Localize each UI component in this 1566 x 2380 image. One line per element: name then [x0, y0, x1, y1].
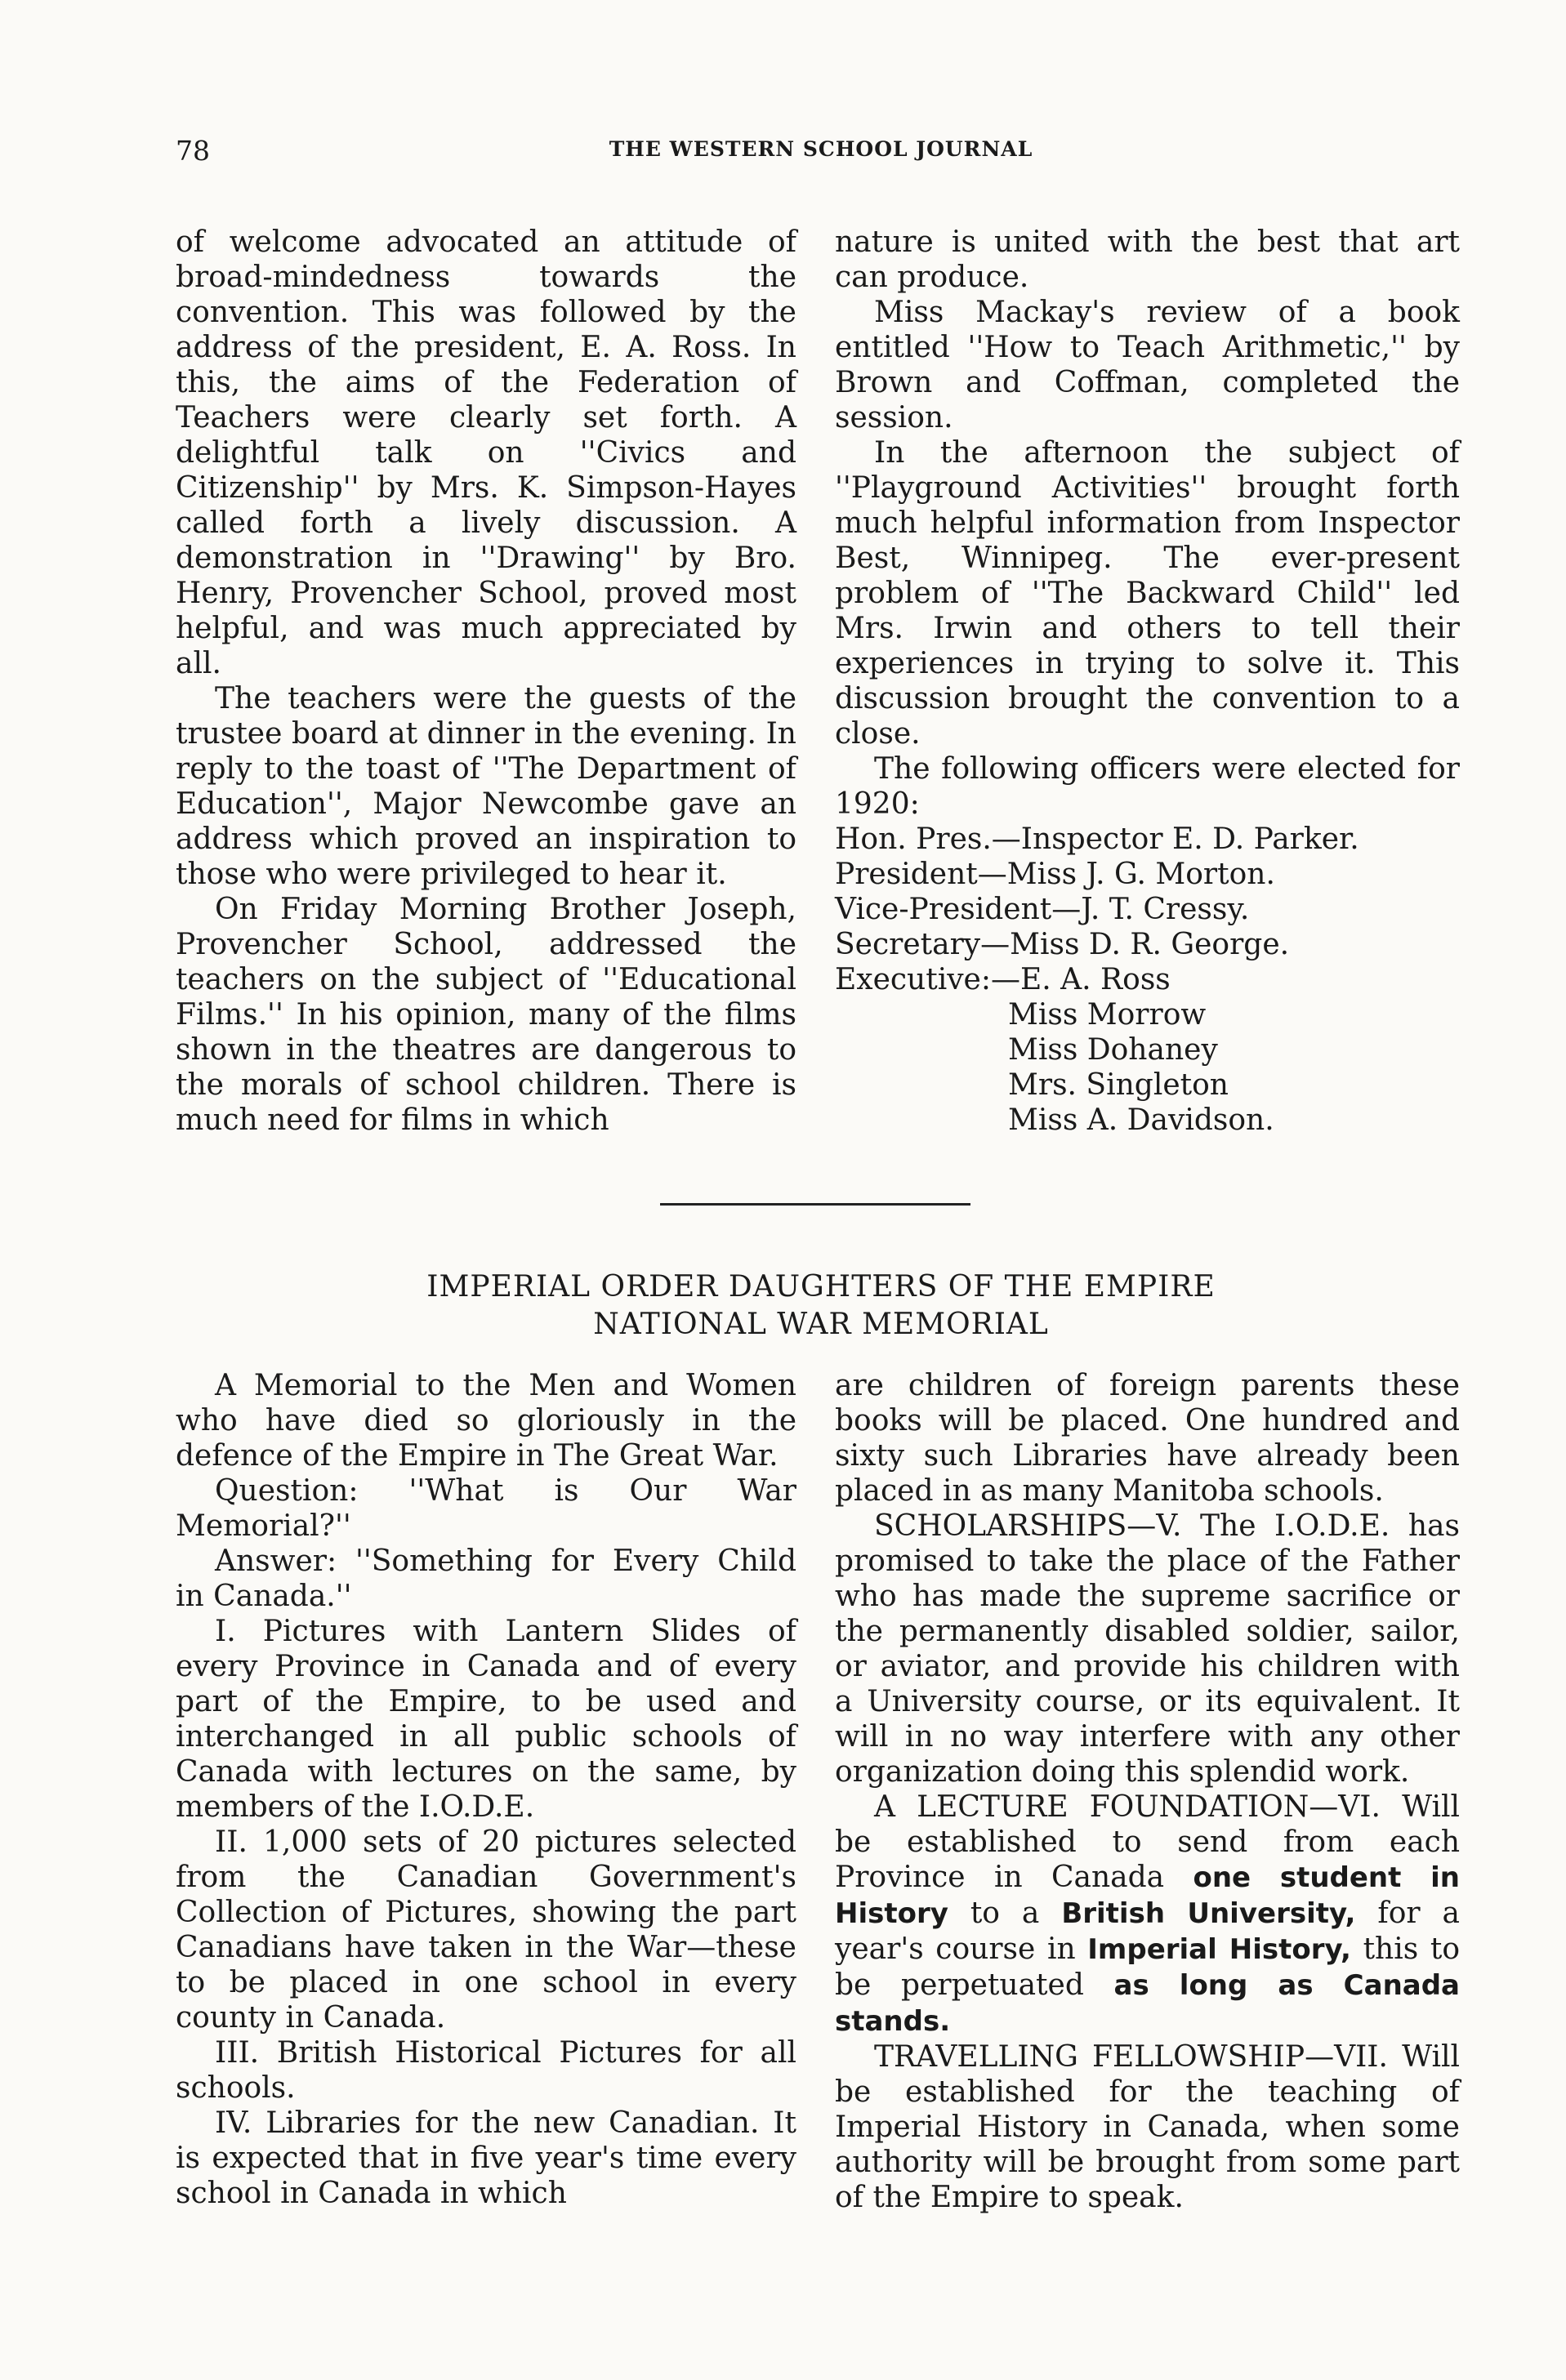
- section-title-line: NATIONAL WAR MEMORIAL: [593, 1308, 1049, 1341]
- paragraph: II. 1,000 sets of 20 pictures selected from the Canadian Government's Collection of Pictures, showing the part Canadians have taken in the War—these to be placed in one school in every county in Canada.: [176, 1825, 796, 2035]
- section-divider: [660, 1203, 970, 1206]
- officer-entry: President—Miss J. G. Morton.: [835, 858, 1275, 891]
- officers-list: [835, 822, 1460, 1138]
- memorial-left-column: [176, 1368, 796, 2211]
- officer-entry: Secretary—Miss D. R. George.: [835, 928, 1290, 961]
- paragraph: The following officers were elected for 1920:: [835, 752, 1460, 821]
- bold-text: Imperial History,: [1087, 1933, 1351, 1966]
- running-title: THE WESTERN SCHOOL JOURNAL: [609, 137, 1033, 161]
- paragraph: Question: ''What is Our War Memorial?'': [176, 1474, 796, 1543]
- paragraph: III. British Historical Pictures for all schools.: [176, 2036, 796, 2105]
- paragraph: A Memorial to the Men and Women who have died so gloriously in the defence of the Empire in The Great War.: [176, 1369, 796, 1473]
- lecture-foundation-paragraph: [835, 1789, 1460, 2039]
- executive-member: Miss Morrow: [1008, 998, 1207, 1032]
- paragraph: In the afternoon the subject of ''Playground Activities'' brought forth much helpful information from Inspector Best, Winnipeg. The ever-present problem of ''The Backward Child'' led Mrs. Irwin and others to tell their experiences in trying to solve it. This discussion brought the convention to a close.: [835, 436, 1460, 751]
- bold-text: as long as Canada stands.: [835, 1969, 1460, 2038]
- executive-member: Mrs. Singleton: [1008, 1068, 1229, 1102]
- paragraph: Miss Mackay's review of a book entitled ''How to Teach Arithmetic,'' by Brown and Coffman, completed the session.: [835, 296, 1460, 435]
- paragraph: IV. Libraries for the new Canadian. It is expected that in five year's time every school in Canada in which: [176, 2106, 796, 2210]
- paragraph: The teachers were the guests of the trustee board at dinner in the evening. In reply to the toast of ''The Department of Education'', Major Newcombe gave an address which proved an inspiration to those who were privileged to hear it.: [176, 682, 796, 891]
- text-run: to a: [948, 1896, 1062, 1930]
- memorial-right-column: [835, 1368, 1460, 2215]
- section-title: [176, 1268, 1466, 1344]
- convention-report-left-column: [176, 225, 796, 1138]
- section-title-line: IMPERIAL ORDER DAUGHTERS OF THE EMPIRE: [426, 1270, 1216, 1304]
- paragraph: Answer: ''Something for Every Child in Canada.'': [176, 1544, 796, 1613]
- paragraph: TRAVELLING FELLOWSHIP—VII. Will be established for the teaching of Imperial History in Canada, when some authority will be brought from some part of the Empire to speak.: [835, 2040, 1460, 2214]
- bold-text: one student in History: [835, 1861, 1460, 1930]
- paragraph: SCHOLARSHIPS—V. The I.O.D.E. has promised to take the place of the Father who has made the supreme sacrifice or the permanently disabled soldier, sailor, or aviator, and provide his children with a University course, or its equivalent. It will in no way interfere with any other organization doing this splendid work.: [835, 1509, 1460, 1789]
- convention-report-right-column: [835, 225, 1460, 1138]
- officer-entry: Executive:—E. A. Ross: [835, 963, 1171, 996]
- text-run: for a year's course in: [835, 1896, 1460, 1966]
- page-number: 78: [176, 135, 210, 167]
- page-header: [176, 135, 1466, 176]
- paragraph: are children of foreign parents these books will be placed. One hundred and sixty such Libraries have already been placed in as many Manitoba schools.: [835, 1369, 1460, 1508]
- executive-member: Miss A. Davidson.: [1008, 1103, 1274, 1137]
- executive-member: Miss Dohaney: [1008, 1033, 1218, 1067]
- officer-entry: Vice-President—J. T. Cressy.: [835, 893, 1250, 926]
- paragraph: nature is united with the best that art can produce.: [835, 225, 1460, 294]
- officer-entry: Hon. Pres.—Inspector E. D. Parker.: [835, 822, 1359, 856]
- paragraph: of welcome advocated an attitude of broad-mindedness towards the convention. This was followed by the address of the president, E. A. Ross. In this, the aims of the Federation of Teachers were clearly set forth. A delightful talk on ''Civics and Citizenship'' by Mrs. K. Simpson-Hayes called forth a lively discussion. A demonstration in ''Drawing'' by Bro. Henry, Provencher School, proved most helpful, and was much appreciated by all.: [176, 225, 796, 680]
- bold-text: British University,: [1061, 1897, 1356, 1930]
- paragraph: I. Pictures with Lantern Slides of every Province in Canada and of every part of the Empire, to be used and interchanged in all public schools of Canada with lectures on the same, by members of the I.O.D.E.: [176, 1615, 796, 1824]
- text-run: this to be perpetuated: [835, 1932, 1461, 2002]
- text-run: A LECTURE FOUNDATION—VI. Will be established to send from each Province in Canada: [835, 1790, 1460, 1894]
- paragraph: On Friday Morning Brother Joseph, Provencher School, addressed the teachers on the subject of ''Educational Films.'' In his opinion, many of the films shown in the theatres are dangerous to the morals of school children. There is much need for films in which: [176, 893, 796, 1137]
